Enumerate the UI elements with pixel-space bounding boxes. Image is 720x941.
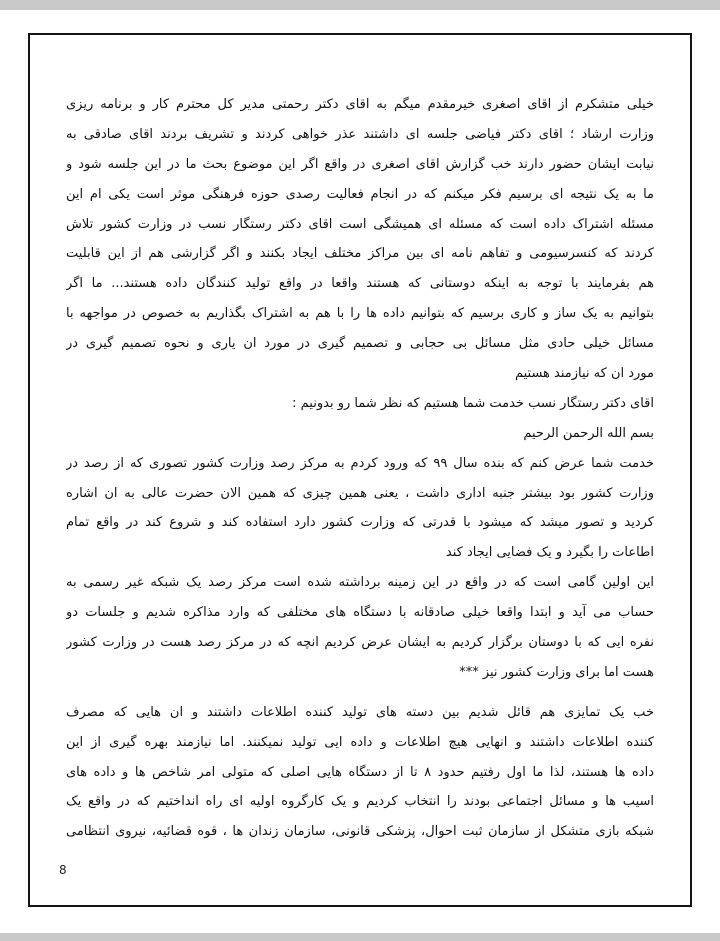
body-text bbox=[66, 90, 654, 847]
text-line: ما به یک نتیجه ای برسیم فکر میکنم که در انجام فعالیت رصدی حوزه فرهنگی موثر است یکی ام این bbox=[66, 186, 654, 202]
text-line: بتوانیم به یک ساز و کاری برسیم که بتوانیم داده ها را با هم به اشتراک بگذاریم به خصوص در مواجهه با bbox=[66, 306, 654, 322]
text-line: داده ها هستند، لذا ما اول رفتیم حدود ۸ تا از دستگاه هایی اصلی که متولی امر شاخص ها و داده های bbox=[66, 764, 654, 780]
viewer-background-top bbox=[0, 0, 720, 10]
text-line: نیابت ایشان حضور دارند خب گزارش اقای اصغری در واقع اگر این موضوع بحث ما در این جلسه شود و bbox=[66, 156, 654, 172]
text-line: کننده اطلاعات داشتند و انهایی هیچ اطلاعات و داده ایی تولید نمیکنند. اما نیازمند بهره گیری از این bbox=[66, 734, 654, 750]
text-line: شبکه بازی متشکل از سازمان ثبت احوال، پزشکی قانونی، سازمان زندان ها ، قوه قضائیه، نیروی انتظامی bbox=[66, 824, 654, 840]
page-number: 8 bbox=[59, 863, 67, 877]
text-line: اطاعات را بگیرد و یک فضایی ایجاد کند bbox=[445, 545, 654, 561]
text-line: وزارت ارشاد ؛ اقای دکتر فیاضی جلسه ای داشتند عذر خواهی کردند و تشریف بردند اقای صادقی به bbox=[66, 126, 654, 142]
text-line: خیلی متشکرم از اقای اصغری خیرمقدم میگم به اقای دکتر رحمتی مدیر کل محترم کار و برنامه ریزی bbox=[66, 97, 654, 112]
document-page bbox=[0, 10, 720, 933]
text-line: بسم الله الرحمن الرحیم bbox=[523, 425, 654, 441]
text-line: مسائل خیلی حادی مثل مسائل بی حجابی و تصمیم گیری در مورد ان یاری و نحوه تصمیم گیری در bbox=[66, 336, 654, 352]
text-line: مسئله اشتراک داده است که مسئله ای همیشگی است اقای دکتر رستگار نسب در وزارت کشور تلاش bbox=[66, 216, 654, 232]
text-line: خب یک تمایزی هم قائل شدیم بین دسته های تولید کننده اطلاعات داشتند و ان هایی که مصرف bbox=[66, 704, 654, 720]
text-line: کردند که کنسرسیومی و تفاهم نامه ای بین مراکز مختلف ایجاد بکنند و اگر گزارشی هم از این قابلیت bbox=[66, 246, 654, 262]
text-line: نفره ایی که با دوستان برگزار کردیم به ایشان عرض کردیم انچه که در مرکز رصد هست در وزارت کشور bbox=[66, 635, 654, 651]
text-line: کردید و تصور میشد که میشود با قدرتی که وزارت کشور دارد استفاده کند و شروع کند در واقع تمام bbox=[66, 515, 654, 531]
text-line: این اولین گامی است که در واقع در این زمینه برداشته شده است مرکز رصد یک شبکه غیر رسمی به bbox=[66, 575, 654, 591]
text-line: اسیب ها و مسائل اجتماعی بودند را انتخاب کردیم و یک کارگروه اولیه ای راه انداختیم که در واقع یک bbox=[66, 794, 654, 810]
text-line: هم بفرمایند با توجه به اینکه دوستانی که هستند واقعا در واقع تولید کنندگان داده هستند... ما اگر bbox=[66, 276, 654, 292]
text-line: حساب می آید و ابتدا واقعا خیلی صادقانه با دستگاه های مختلفی که وارد مذاکره شدیم و جلسات دو bbox=[66, 605, 654, 621]
page-border-frame bbox=[28, 33, 692, 907]
text-line: مورد ان که نیازمند هستیم bbox=[514, 366, 654, 382]
viewer-background-bottom bbox=[0, 933, 720, 941]
text-line: اقای دکتر رستگار نسب خدمت شما هستیم که نظر شما رو بدونیم : bbox=[292, 395, 654, 411]
text-line: وزارت کشور بود بیشتر جنبه اداری داشت ، یعنی همین چیزی که همین الان حضرت عالی به ان اشاره bbox=[66, 485, 654, 501]
text-line: هست اما برای وزارت کشور نیز *** bbox=[459, 664, 654, 680]
text-line: خدمت شما عرض کنم که بنده سال ۹۹ که ورود کردم به مرکز رصد وزارت کشور تصوری که از رصد در bbox=[66, 455, 654, 471]
